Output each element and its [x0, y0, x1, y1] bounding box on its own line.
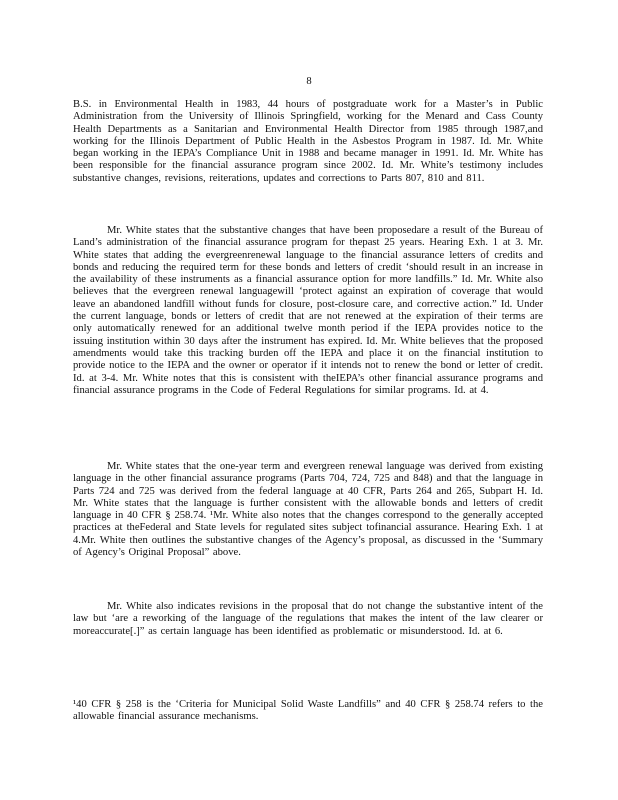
paragraph-qualifications: B.S. in Environmental Health in 1983, 44 hours of postgraduate work for a Master’s in Public Administration from the University of Illinois Springfield, working for the Menard and Cass County Health Departments as a Sanitarian and Environmental Health Director from 1985 through 1987,and working for the Illinois Department of Public Health in the Asbestos Program in 1987. Id. Mr. White began working in the IEPA’s Compliance Unit in 1988 and became manager in 1991. Id. Mr. White has been responsible for the financial assurance program since 2002. Id. Mr. White’s testimony includes substantive changes, revisions, reiterations, updates and corrections to Parts 807, 810 and 811.: [73, 99, 543, 184]
page-number: 8: [306, 76, 312, 87]
paragraph-revisions: Mr. White also indicates revisions in the proposal that do not change the substantive intent of the law but ‘are a reworking of the language of the regulations that makes the intent of the law clearer or moreaccurate[.]” as certain language has been identified as problematic or misunderstood. Id. at 6.: [73, 601, 543, 637]
footnote: ¹40 CFR § 258 is the ‘Criteria for Municipal Solid Waste Landfills” and 40 CFR § 258.74 refers to the allowable financial assurance mechanisms.: [73, 699, 543, 723]
paragraph-term-and-renewal: Mr. White states that the one-year term and evergreen renewal language was derived from existing language in the other financial assurance programs (Parts 704, 724, 725 and 848) and that the language in Parts 724 and 725 was derived from the federal language at 40 CFR, Parts 264 and 265, Subpart H. Id. Mr. White states that the language is further consistent with the allowable bonds and letters of credit language in 40 CFR § 258.74. ¹Mr. White also notes that the changes correspond to the generally accepted practices at theFederal and State levels for regulated sites subject tofinancial assurance. Hearing Exh. 1 at 4.Mr. White then outlines the substantive changes of the Agency’s proposal, as discussed in the ‘Summary of Agency’s Original Proposal” above.: [73, 461, 543, 559]
paragraph-substantive-changes: Mr. White states that the substantive changes that have been proposedare a result of the Bureau of Land’s administration of the financial assurance program for thepast 25 years. Hearing Exh. 1 at 3. Mr. White states that adding the evergreenrenewal language to the financial assurance letters of credits and bonds and reducing the required term for these bonds and letters of credit ‘should result in an increase in the availability of these instruments as a financial assurance option for more landfills.” Id. Mr. White also believes that the evergreen renewal languagewill ‘protect against an expiration of coverage that would leave an abandoned landfill without funds for closure, post-closure care, and corrective action.” Id. Under the current language, bonds or letters of credit that are not renewed at the expiration of their terms are only automatically renewed for an additional twelve month period if the IEPA provides notice to the issuing institution within 30 days after the instrument has expired. Id. Mr. White believes that the proposed amendments would take this tracking burden off the IEPA and place it on the financial institution to provide notice to the IEPA and the owner or operator if it intends not to renew the bond or letter of credit. Id. at 3-4. Mr. White notes that this is consistent with theIEPA’s other financial assurance programs and financial assurance programs in the Code of Federal Regulations for similar programs. Id. at 4.: [73, 225, 543, 396]
